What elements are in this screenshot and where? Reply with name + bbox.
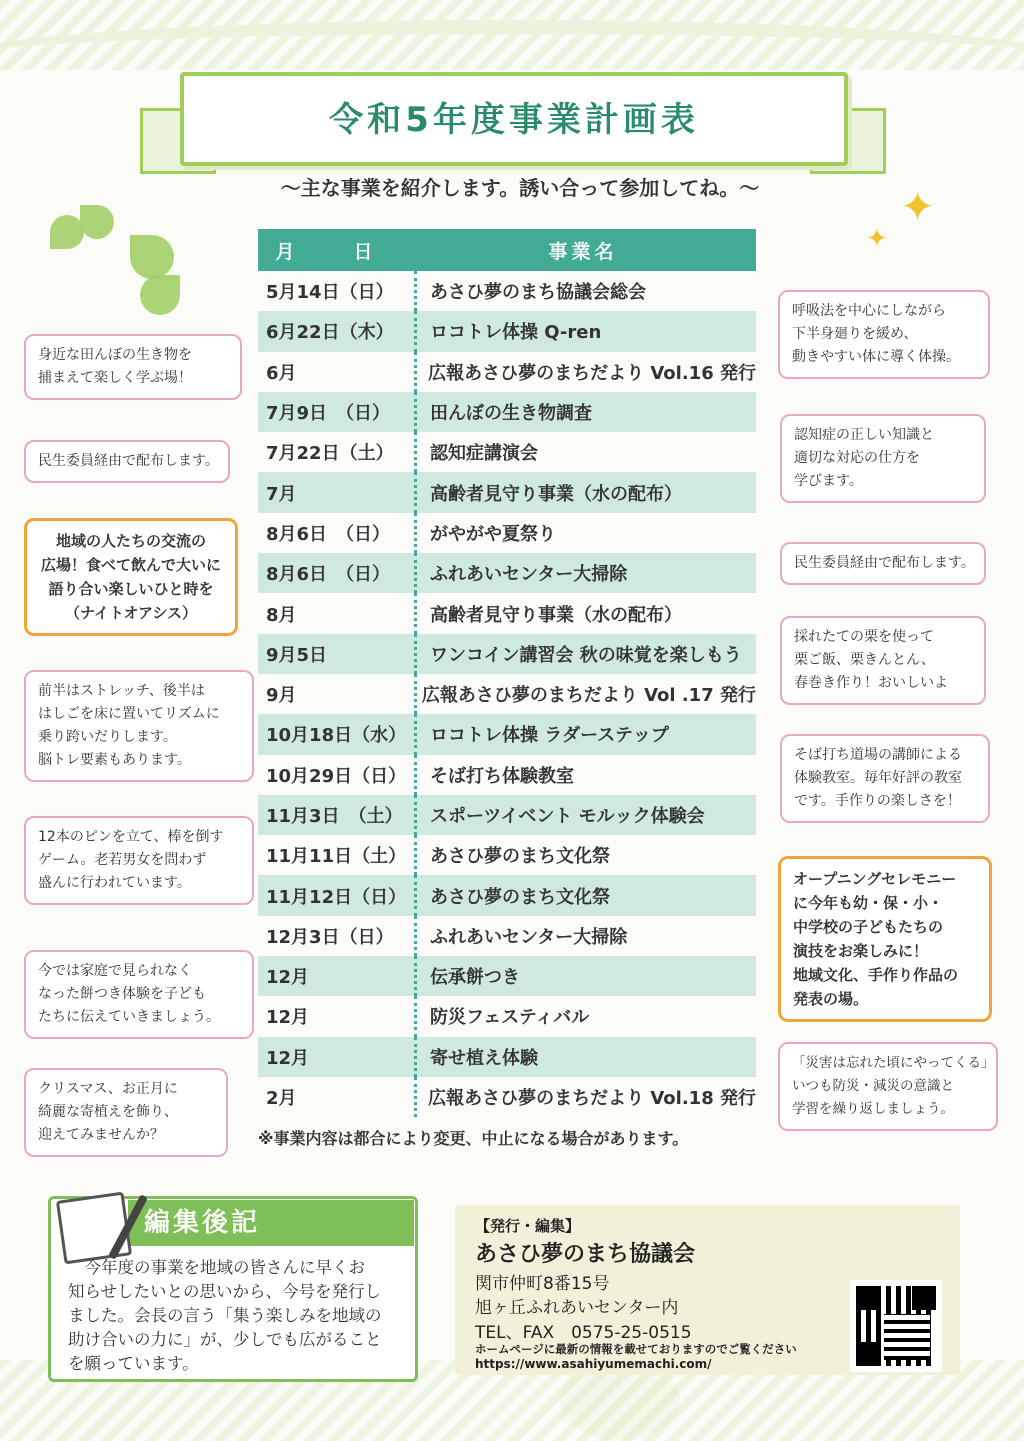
table-header (258, 229, 756, 271)
page-subtitle: 〜主な事業を紹介します。誘い合って参加してね。〜 (280, 176, 760, 200)
table-row (258, 835, 756, 875)
publisher-label: 【発行・編集】 (475, 1217, 581, 1235)
callout-summer-festival: 地域の人たちの交流の 広場！食べて飲んで大いに 語り合い楽しいひと時を （ナイトオアシス） (24, 518, 238, 636)
callout-molkky: 12本のピンを立て、棒を倒す ゲーム。老若男女を問わず 盛んに行われています。 (24, 816, 254, 905)
publisher-address-2: 旭ヶ丘ふれあいセンター内 (475, 1298, 679, 1318)
homepage-url[interactable]: https://www.asahiyumemachi.com/ (475, 1357, 712, 1371)
editor-note-text: 今年度の事業を地域の皆さんに早くお 知らせしたいとの思いから、今号を発行し ました。会長の言う「集う楽しみを地域の 助け合いの力に」が、少しでも広がること を願っています。 (68, 1258, 382, 1373)
row-event: がやがや夏祭り (430, 523, 556, 545)
event-column-header: 事業名 (548, 240, 618, 263)
table-row (258, 916, 756, 956)
row-event: 広報あさひ夢のまちだより Vol.16 発行 (428, 362, 756, 384)
callout-rice-field: 身近な田んぼの生き物を 捕まえて楽しく学ぶ場！ (24, 334, 242, 400)
table-row (258, 875, 756, 915)
row-event: スポーツイベント モルック体験会 (430, 806, 705, 827)
row-date: 12月 (266, 1047, 310, 1069)
row-event: 防災フェスティバル (430, 1007, 590, 1029)
row-date: 8月 (266, 604, 297, 626)
table-row (258, 634, 756, 674)
row-event: ロコトレ体操 ラダーステップ (430, 725, 669, 747)
publisher-name: あさひ夢のまち協議会 (475, 1242, 696, 1267)
publisher-address-1: 関市仲町8番15号 (475, 1274, 610, 1294)
table-row (258, 956, 756, 996)
row-event: ワンコイン講習会 秋の味覚を楽しもう (430, 644, 742, 666)
row-date: 10月18日（水） (266, 725, 407, 747)
row-event: ロコトレ体操 Q-ren (430, 322, 602, 344)
row-event: ふれあいセンター大掃除 (430, 564, 628, 586)
page-title: 令和5年度事業計画表 (329, 100, 699, 140)
row-date: 7月22日（土） (266, 443, 394, 465)
table-row (258, 352, 756, 392)
row-date: 11月3日 （土） (266, 806, 403, 827)
row-event: 伝承餅つき (430, 967, 520, 989)
table-footnote: ※事業内容は都合により変更、中止になる場合があります。 (258, 1129, 689, 1148)
table-row (258, 432, 756, 472)
row-event: 広報あさひ夢のまちだより Vol .17 発行 (421, 685, 756, 707)
callout-soba: そば打ち道場の講師による 体験教室。毎年好評の教室 です。手作りの楽しさを！ (780, 734, 990, 823)
row-event: あさひ夢のまち協議会総会 (430, 282, 646, 304)
date-column-header: 月 日 (275, 240, 393, 263)
row-event: 広報あさひ夢のまちだより Vol.18 発行 (428, 1088, 756, 1110)
publisher-tel: TEL、FAX 0575-25-0515 (475, 1323, 692, 1343)
table-row (258, 795, 756, 835)
table-row (258, 714, 756, 754)
table-row (258, 593, 756, 633)
callout-planting: クリスマス、お正月に 綺麗な寄植えを飾り、 迎えてみませんか？ (24, 1068, 228, 1157)
row-date: 6月 (266, 362, 297, 384)
table-row (258, 996, 756, 1036)
table-row (258, 392, 756, 432)
row-date: 8月6日 （日） (266, 523, 391, 545)
row-event: 田んぼの生き物調査 (430, 403, 592, 425)
table-row (258, 271, 756, 311)
row-date: 7月9日 （日） (266, 403, 391, 425)
editor-note-heading: 編集後記 (128, 1200, 414, 1246)
table-row (258, 472, 756, 512)
callout-distribution-right: 民生委員経由で配布します。 (780, 542, 986, 585)
row-date: 5月14日（日） (266, 282, 394, 304)
row-date: 2月 (266, 1088, 297, 1110)
table-row (258, 513, 756, 553)
callout-chestnut: 採れたての栗を使って 栗ご飯、栗きんとん、 春巻き作り！おいしいよ (780, 616, 986, 705)
row-date: 10月29日（日） (266, 765, 407, 787)
row-event: そば打ち体験教室 (430, 765, 574, 787)
row-event: 寄せ植え体験 (430, 1047, 538, 1069)
callout-ladder-step: 前半はストレッチ、後半は はしごを床に置いてリズムに 乗り跨いだりします。 脳トレ要素もあります。 (24, 670, 254, 782)
row-event: 高齢者見守り事業（水の配布） (430, 604, 682, 626)
row-date: 7月 (266, 483, 297, 505)
row-date: 12月 (266, 967, 310, 989)
row-date: 6月22日（木） (266, 322, 394, 344)
callout-distribution-left: 民生委員経由で配布します。 (24, 440, 230, 483)
row-event: あさひ夢のまち文化祭 (430, 886, 610, 908)
table-row (258, 755, 756, 795)
table-row (258, 1077, 756, 1117)
row-date: 9月5日 (266, 644, 328, 666)
table-row (258, 311, 756, 351)
row-event: あさひ夢のまち文化祭 (430, 846, 610, 868)
row-date: 9月 (266, 685, 297, 707)
notebook-icon (56, 1192, 132, 1265)
table-row (258, 674, 756, 714)
table-row (258, 1037, 756, 1077)
qr-code[interactable] (856, 1286, 936, 1366)
callout-dementia: 認知症の正しい知識と 適切な対応の仕方を 学びます。 (780, 414, 986, 503)
callout-mochi: 今では家庭で見られなく なった餅つき体験を子ども たちに伝えていきましょう。 (24, 950, 254, 1039)
clover-icon (50, 205, 170, 305)
callout-culture-festival: オープニングセレモニー に今年も幼・保・小・ 中学校の子どもたちの 演技をお楽しみに！ 地域文化、手作り作品の 発表の場。 (778, 856, 992, 1022)
table-row (258, 553, 756, 593)
sparkle-icon: ✦ (900, 182, 936, 231)
row-date: 12月 (266, 1007, 310, 1029)
row-date: 8月6日 （日） (266, 564, 391, 586)
event-schedule-table (258, 229, 756, 1117)
row-date: 11月12日（日） (266, 886, 407, 908)
row-date: 11月11日（土） (266, 846, 407, 868)
sparkle-icon: ✦ (866, 224, 888, 254)
row-event: 認知症講演会 (430, 443, 538, 465)
row-event: 高齢者見守り事業（水の配布） (430, 483, 682, 505)
homepage-note: ホームページに最新の情報を載せておりますのでご覧ください (475, 1342, 797, 1356)
row-date: 12月3日（日） (266, 926, 394, 948)
row-event: ふれあいセンター大掃除 (430, 926, 628, 948)
callout-disaster: 「災害は忘れた頃にやってくる」 いつも防災・減災の意識と 学習を繰り返しましょう。 (778, 1042, 998, 1131)
callout-qren: 呼吸法を中心にしながら 下半身廻りを緩め、 動きやすい体に導く体操。 (778, 290, 990, 379)
